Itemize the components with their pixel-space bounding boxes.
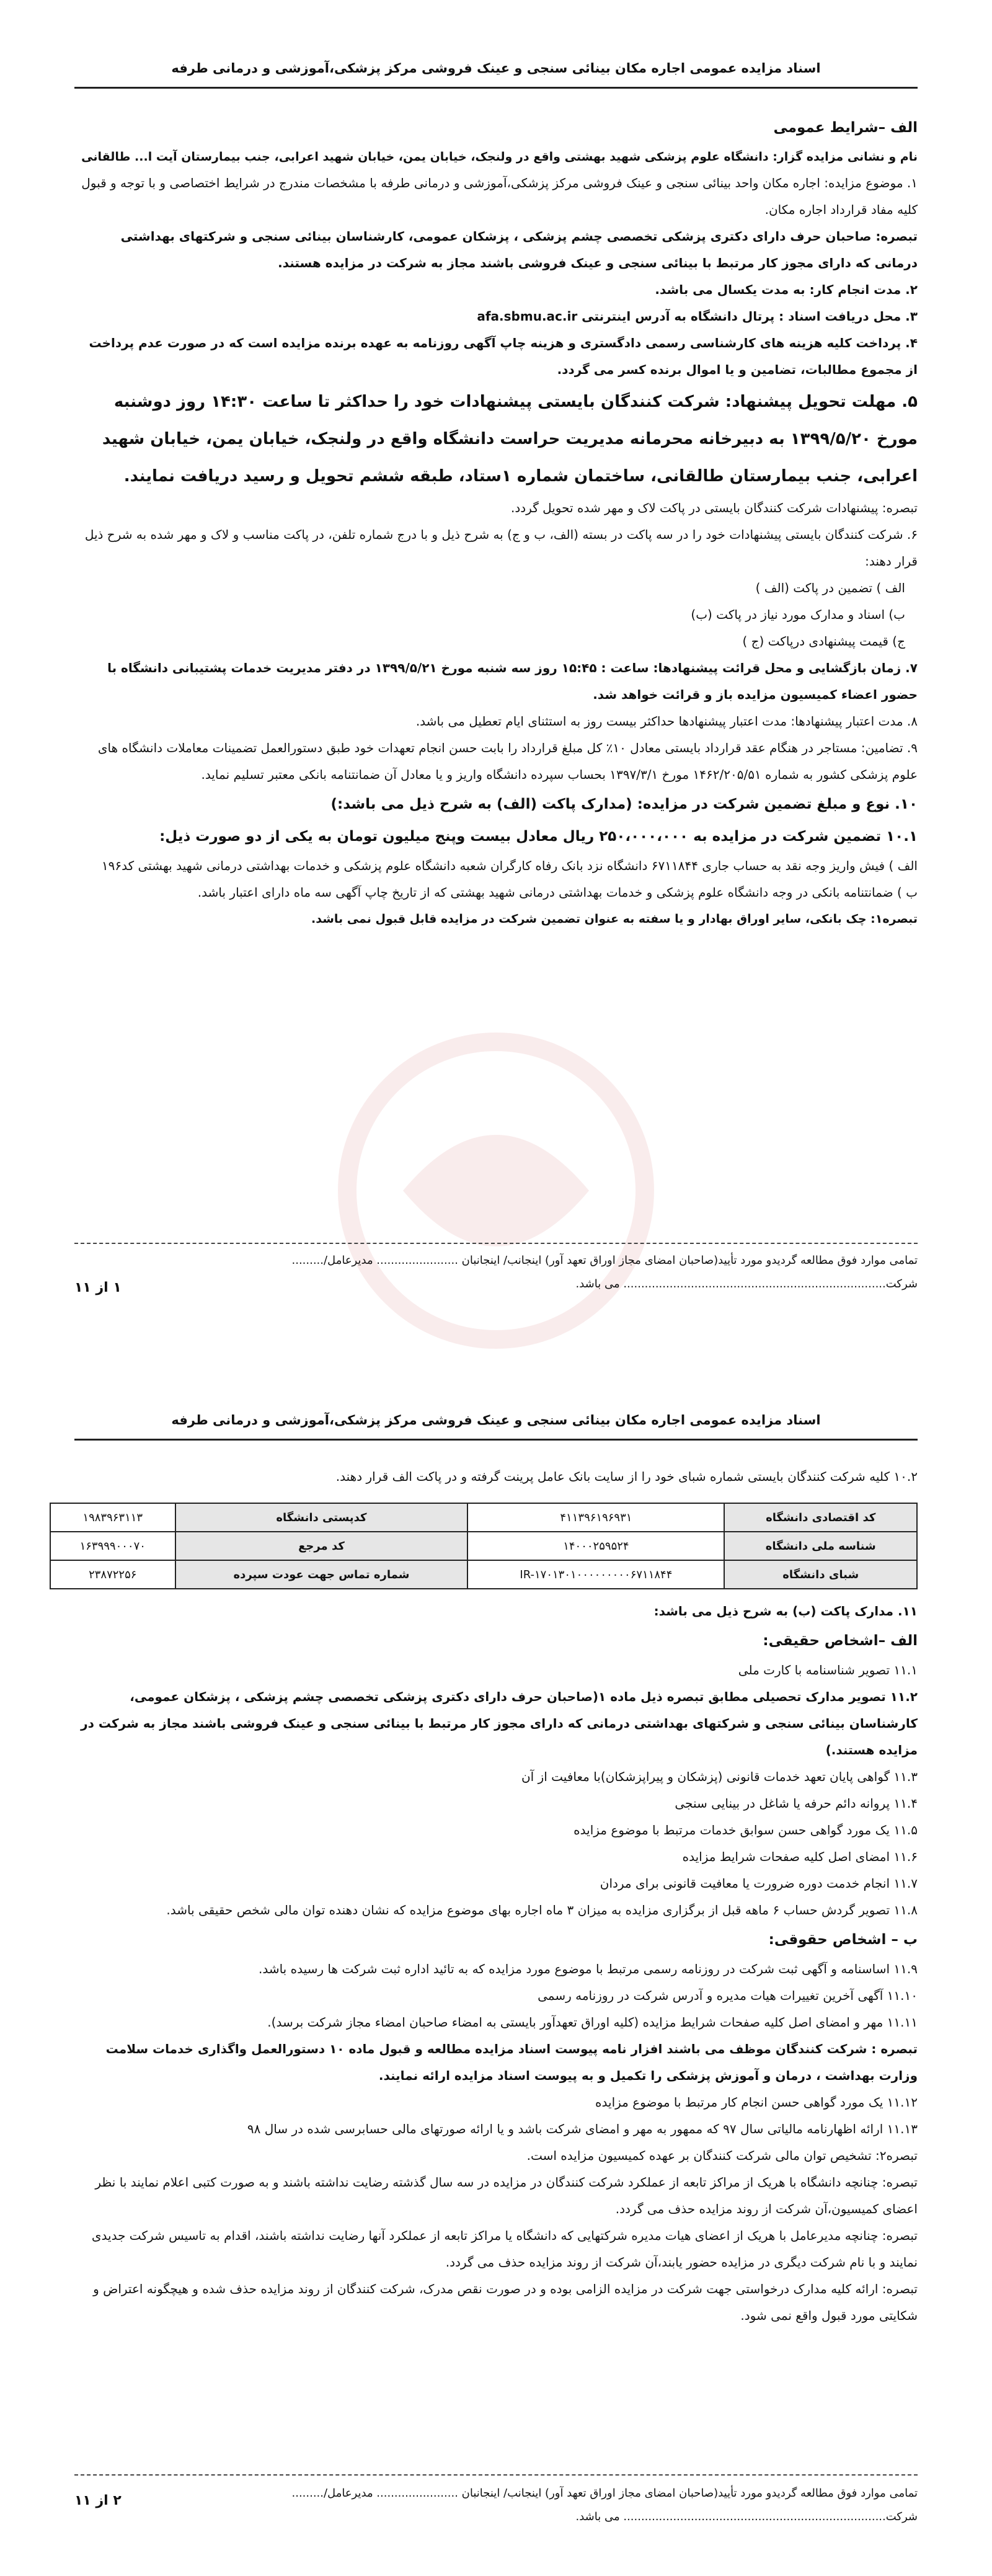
list-item: ۱۱.۵ یک مورد گواهی حسن سوابق خدمات مرتبط با موضوع مزایده: [574, 1823, 918, 1837]
list-item: ۱۱.۴ پروانه دائم حرفه یا شاغل در بینایی سنجی: [675, 1796, 918, 1811]
list-item: ۱۱.۱۰ آگهی آخرین تغییرات هیات مدیره و آدرس شرکت در روزنامه رسمی: [538, 1988, 918, 2003]
footer-confirmation: تمامی موارد فوق مطالعه گردیدو مورد تأیید(صاحبان امضای مجاز اوراق تعهد آور) اینجانب/ اینجانبان ....................... مدیرعامل/.........: [291, 2487, 918, 2500]
table-cell: کد اقتصادی دانشگاه: [724, 1503, 917, 1532]
envelope-a: الف ) تضمین در پاکت (الف ): [755, 580, 905, 595]
para-9: ۹. تضامین: مستاجر در هنگام عقد قرارداد بایستی معادل ۱۰٪ کل مبلغ قرارداد را بابت حسن انجام تعهدات خود طبق دستورالعمل تضمینات معاملات دانشگاه های علوم پزشکی کشور به شماره ۱۴۶۲/۲۰۵/۵۱ مورخ ۱۳۹۷/۳/۱ بحساب سپرده دانشگاه واریز و یا معادل آن ضمانتنامه بانکی معتبر تسلیم نماید.: [97, 740, 918, 782]
envelope-b: ب) اسناد و مدارک مورد نیاز در پاکت (ب): [691, 607, 905, 622]
list-item: تبصره: ارائه کلیه مدارک درخواستی جهت شرکت در مزایده الزامی بوده و در صورت نقص مدرک، شرکت کنندگان از روند مزایده حذف شده و هیچگونه اعتراض و شکایتی مورد قبول واقع نمی شود.: [93, 2281, 918, 2323]
table-cell: ۱۶۳۹۹۹۰۰۰۷۰: [50, 1532, 175, 1560]
para-10-2: ۱۰.۲ کلیه شرکت کنندگان بایستی شماره شبای خود را از سایت بانک عامل پرینت گرفته و در پاکت الف قرار دهند.: [335, 1469, 918, 1484]
list-item: تبصره: چنانچه مدیرعامل با هریک از اعضای هیات مدیره شرکتهایی که دانشگاه یا مراکز تابعه از عملکرد آنها رضایت نداشته باشند، اقدام به تاسیس شرکت جدیدی نمایند و با نام شرکت دیگری در مزایده حضور یابند،آن شرکت از روند مزایده حذف می گردد.: [91, 2228, 918, 2270]
list-item: ۱۱.۹ اساسنامه و آگهی ثبت شرکت در روزنامه رسمی مرتبط با موضوع مورد مزایده که به تائید اداره ثبت شرکت ها رسیده باشد.: [258, 1961, 918, 1976]
list-item: ۱۱.۳ گواهی پایان تعهد خدمات قانونی (پزشکان و پیراپزشکان)با معافیت از آن: [521, 1769, 918, 1784]
page-footer: [74, 1249, 918, 1296]
natural-persons-title: الف –اشخاص حقیقی:: [763, 1633, 918, 1649]
option-a-deposit: الف ) فیش واریز وجه نقد به حساب جاری ۶۷۱۱۸۴۴ دانشگاه نزد بانک رفاه کارگران شعبه دانشگاه علوم پزشکی و خدمات بهداشتی درمانی شهید بهشتی کد۱۹۶: [101, 858, 918, 873]
watermark-logo: [198, 1029, 794, 1352]
list-item: تبصره۲: تشخیص توان مالی شرکت کنندگان بر عهده کمیسیون مزایده است.: [526, 2148, 918, 2163]
para-1: ۱. موضوع مزایده: اجاره مکان واحد بینائی سنجی و عینک فروشی مرکز پزشکی،آموزشی و درمانی طرفه با مشخصات مندرج در شرایط اختصاصی و با توجه و قبول کلیه مفاد قرارداد اجاره مکان.: [81, 175, 918, 217]
para-3: ۳. محل دریافت اسناد : پرتال دانشگاه به آدرس اینترنتی afa.sbmu.ac.ir: [477, 309, 918, 324]
page-2: [0, 1352, 992, 2576]
table-cell: کدپستی دانشگاه: [175, 1503, 468, 1532]
list-item: تبصره : شرکت کنندگان موظف می باشند افزار نامه پیوست اسناد مزایده مطالعه و قبول ماده ۱۰ دستورالعمل واگذاری خدمات سلامت وزارت بهداشت ، درمان و آموزش پزشکی را تکمیل و به پیوست اسناد مزایده ارائه نمایند.: [105, 2041, 918, 2083]
list-item: ۱۱.۸ تصویر گردش حساب ۶ ماهه قبل از برگزاری مزایده به میزان ۳ ماه اجاره بهای موضوع مزایده که نشان دهنده توان مالی شخص حقیقی باشد.: [166, 1903, 918, 1917]
table-cell: شناسه ملی دانشگاه: [724, 1532, 917, 1560]
table-cell: ۱۹۸۳۹۶۳۱۱۳: [50, 1503, 175, 1532]
table-cell: ۲۳۸۷۲۲۵۶: [50, 1560, 175, 1589]
para-note-5: تبصره: پیشنهادات شرکت کنندگان بایستی در پاکت لاک و مهر شده تحویل گردد.: [511, 500, 918, 515]
table-cell: ۴۱۱۳۹۶۱۹۶۹۳۱: [467, 1503, 724, 1532]
page-1-content: [74, 112, 918, 932]
para-2: ۲. مدت انجام کار: به مدت یکسال می باشد.: [655, 282, 918, 297]
para-10: ۱۰. نوع و مبلغ تضمین شرکت در مزایده: (مدارک پاکت (الف) به شرح ذیل می باشد:): [330, 796, 918, 812]
para-4: ۴. پرداخت کلیه هزینه های کارشناسی رسمی دادگستری و هزینه چاپ آگهی روزنامه به عهده برنده مزایده است که در صورت عدم پرداخت از مجموع مطالبات، تضامین و یا اموال برنده کسر می گردد.: [89, 335, 918, 377]
list-item: ۱۱.۲ تصویر مدارک تحصیلی مطابق تبصره ذیل ماده ۱(صاحبان حرف دارای دکتری پزشکی تخصصی چشم پزشکی ، پزشکان عمومی، کارشناسان بینائی سنجی و شرکتهای بهداشتی درمانی که دارای مجوز کار مرتبط با بینائی سنجی و عینک فروشی باشند مجاز به شرکت در مزایده هستند.): [81, 1689, 918, 1757]
page-header: اسناد مزایده عمومی اجاره مکان بینائی سنجی و عینک فروشی مرکز پزشکی،آموزشی و درمانی طرفه: [171, 61, 821, 76]
note-cheque: تبصره۱: چک بانکی، سایر اوراق بهادار و یا سفته به عنوان تضمین شرکت در مزایده قابل قبول نمی باشد.: [311, 912, 918, 926]
header-divider: [74, 1439, 918, 1441]
section-title: الف –شرایط عمومی: [773, 120, 918, 136]
page-footer: [74, 2482, 918, 2529]
list-item: تبصره: چنانچه دانشگاه با هریک از مراکز تابعه از عملکرد شرکت کنندگان در مزایده در سه سال گذشته رضایت نداشته باشند و به صورت کتبی اعلام نمایند با نظر اعضای کمیسیون،آن شرکت از روند مزایده حذف می گردد.: [95, 2175, 918, 2216]
para-7: ۷. زمان بازگشایی و محل قرائت پیشنهادها: ساعت : ۱۵:۴۵ روز سه شنبه مورخ ۱۳۹۹/۵/۲۱ در دفتر مدیریت خدمات پشتیبانی دانشگاه با حضور اعضاء کمیسیون مزایده باز و قرائت خواهد شد.: [107, 660, 918, 702]
table-cell: کد مرجع: [175, 1532, 468, 1560]
list-item: ۱۱.۱۲ یک مورد گواهی حسن انجام کار مرتبط با موضوع مزایده: [595, 2095, 918, 2110]
list-item: ۱۱.۷ انجام خدمت دوره ضرورت یا معافیت قانونی برای مردان: [600, 1876, 918, 1891]
table-cell: IR-۱۷۰۱۳۰۱۰۰۰۰۰۰۰۰۰۶۷۱۱۸۴۴: [467, 1560, 724, 1589]
para-8: ۸. مدت اعتبار پیشنهادها: مدت اعتبار پیشنهادها حداکثر بیست روز به استثنای ایام تعطیل می باشد.: [415, 714, 918, 729]
para-6: ۶. شرکت کنندگان بایستی پیشنهادات خود را در سه پاکت در بسته (الف، ب و ج) به شرح ذیل و با درج شماره تلفن، در پاکت مناسب و لاک و مهر شده به شرح ذیل قرار دهند:: [84, 527, 918, 569]
page-number: ۲ از ۱۱: [74, 2493, 122, 2508]
para-5: ۵. مهلت تحویل پیشنهاد: شرکت کنندگان بایستی پیشنهادات خود را حداکثر تا ساعت ۱۴:۳۰ روز دوشنبه مورخ ۱۳۹۹/۵/۲۰ به دبیرخانه محرمانه مدیریت حراست دانشگاه واقع در ولنجک، خیابان یمن، خیابان شهید اعرابی، جنب بیمارستان طالقانی، ساختمان شماره ۱ستاد، طبقه ششم تحویل و رسید دریافت نمایند.: [102, 393, 918, 486]
legal-persons-title: ب – اشخاص حقوقی:: [768, 1932, 918, 1948]
table-row: [50, 1532, 917, 1560]
table-row: [50, 1503, 917, 1532]
header-divider: [74, 87, 918, 89]
para-organizer: نام و نشانی مزایده گزار: دانشگاه علوم پزشکی شهید بهشتی واقع در ولنجک، خیابان یمن، خیابان شهید اعرابی، جنب بیمارستان آیت ا... طالقانی: [81, 150, 918, 164]
footer-divider: [74, 1243, 918, 1244]
table-cell: شبای دانشگاه: [724, 1560, 917, 1589]
footer-company-line: شرکت.......................................................................... می باشد.: [575, 2510, 918, 2523]
option-b-guarantee: ب ) ضمانتنامه بانکی در وجه دانشگاه علوم پزشکی و خدمات بهداشتی درمانی شهید بهشتی که از تاریخ چاپ آگهی سه ماه دارای اعتبار باشد.: [197, 885, 918, 900]
page-2-content: [74, 1463, 918, 2329]
para-10-1: ۱۰.۱ تضمین شرکت در مزایده به ۲۵۰،۰۰۰،۰۰۰ ریال معادل بیست وپنج میلیون تومان به یکی از دو صورت ذیل:: [159, 828, 918, 845]
para-note-1: تبصره: صاحبان حرف دارای دکتری پزشکی تخصصی چشم پزشکی ، پزشکان عمومی، کارشناسان بینائی سنجی و شرکتهای بهداشتی درمانی که دارای مجوز کار مرتبط با بینائی سنجی و عینک فروشی باشند مجاز به شرکت در مزایده هستند.: [120, 229, 918, 270]
table-row: [50, 1560, 917, 1589]
envelope-c: ج) قیمت پیشنهادی درپاکت (ج ): [742, 634, 905, 649]
list-item: ۱۱.۱۱ مهر و امضای اصل کلیه صفحات شرایط مزایده (کلیه اوراق تعهدآور بایستی به امضاء صاحبان امضاء مجاز شرکت برسد).: [267, 2015, 918, 2030]
table-cell: شماره تماس جهت عودت سپرده: [175, 1560, 468, 1589]
footer-divider: [74, 2474, 918, 2476]
list-item: ۱۱.۶ امضای اصل کلیه صفحات شرایط مزایده: [682, 1849, 918, 1864]
section-11-title: ۱۱. مدارک پاکت (ب) به شرح ذیل می باشد:: [653, 1604, 918, 1619]
page-number: ۱ از ۱۱: [74, 1280, 122, 1295]
list-item: ۱۱.۱ تصویر شناسنامه با کارت ملی: [738, 1663, 918, 1677]
footer-company-line: شرکت.......................................................................... می باشد.: [575, 1277, 918, 1290]
page-header: اسناد مزایده عمومی اجاره مکان بینائی سنجی و عینک فروشی مرکز پزشکی،آموزشی و درمانی طرفه: [171, 1413, 821, 1428]
footer-confirmation: تمامی موارد فوق مطالعه گردیدو مورد تأیید(صاحبان امضای مجاز اوراق تعهد آور) اینجانب/ اینجانبان ....................... مدیرعامل/.........: [291, 1254, 918, 1267]
university-info-table: [50, 1503, 918, 1589]
list-item: ۱۱.۱۳ ارائه اظهارنامه مالیاتی سال ۹۷ که ممهور به مهر و امضای شرکت باشد و یا ارائه صورتهای مالی حسابرسی شده در سال ۹۸: [247, 2121, 918, 2136]
table-cell: ۱۴۰۰۰۲۵۹۵۲۴: [467, 1532, 724, 1560]
